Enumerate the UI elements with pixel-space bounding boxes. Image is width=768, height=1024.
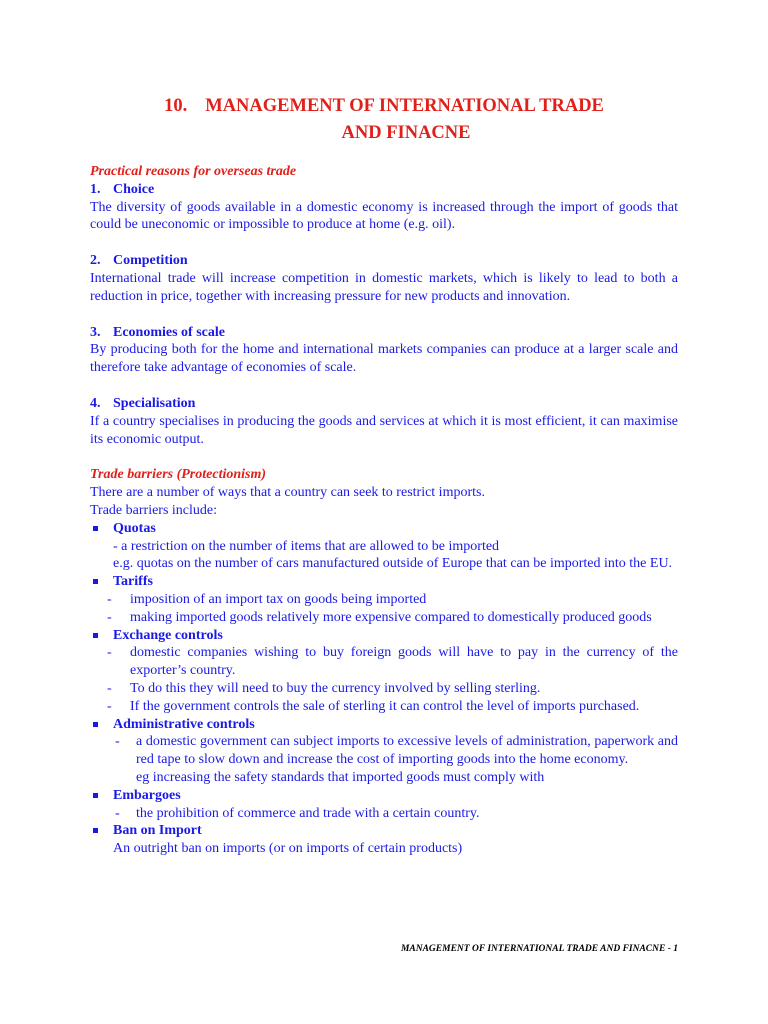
chapter-number: 10. <box>164 96 188 116</box>
tariffs-point: - imposition of an import tax on goods being imported <box>90 591 678 609</box>
document-body <box>90 163 678 858</box>
item-heading-specialisation: 4. Specialisation <box>90 395 196 411</box>
bullet-quotas: Quotas <box>90 520 678 538</box>
item-heading-competition: 2. Competition <box>90 253 188 269</box>
bullet-ban-on-import: Ban on Import <box>90 822 678 840</box>
item-heading-economies: 3. Economies of scale <box>90 324 225 340</box>
embargoes-point: - the prohibition of commerce and trade with a certain country. <box>90 805 678 823</box>
quotas-line-2: e.g. quotas on the number of cars manufactured outside of Europe that can be imported into the EU. <box>113 556 673 572</box>
exchange-point: - domestic companies wishing to buy foreign goods will have to pay in the currency of the exporter’s country. <box>90 644 678 680</box>
bullet-administrative-controls: Administrative controls <box>90 716 678 734</box>
bullet-embargoes: Embargoes <box>90 787 678 805</box>
page-footer: MANAGEMENT OF INTERNATIONAL TRADE AND FINACNE - 1 <box>400 944 678 954</box>
title-text-1: MANAGEMENT OF INTERNATIONAL TRADE <box>205 96 604 116</box>
tariffs-point: - making imported goods relatively more expensive compared to domestically produced goods <box>90 609 678 627</box>
admin-point: - a domestic government can subject imports to excessive levels of administration, paperwork and red tape to slow down and increase the cost of importing goods into the home economy. <box>90 733 678 769</box>
ban-text: An outright ban on imports (or on imports of certain products) <box>113 841 463 857</box>
title-line-1 <box>0 93 768 120</box>
admin-example: eg increasing the safety standards that imported goods must comply with <box>136 769 545 785</box>
bullet-exchange-controls: Exchange controls <box>90 627 678 645</box>
section-heading-reasons: Practical reasons for overseas trade <box>90 164 297 179</box>
exchange-point: - If the government controls the sale of sterling it can control the level of imports purchased. <box>90 698 678 716</box>
exchange-point: - To do this they will need to buy the currency involved by selling sterling. <box>90 680 678 698</box>
barriers-intro-2: Trade barriers include: <box>90 502 217 518</box>
item-text-choice: The diversity of goods available in a domestic economy is increased through the import of goods that could be uneconomic or impossible to produce at home (e.g. oil). <box>90 199 678 233</box>
section-heading-barriers: Trade barriers (Protectionism) <box>90 467 267 483</box>
item-heading-choice: 1. Choice <box>90 181 155 197</box>
item-text-specialisation: If a country specialises in producing the goods and services at which it is most efficient, it can maximise its economic output. <box>90 413 678 447</box>
barriers-intro-1: There are a number of ways that a country can seek to restrict imports. <box>90 485 485 501</box>
title-line-2: AND FINACNE <box>341 123 471 143</box>
item-text-economies: By producing both for the home and international markets companies can produce at a larger scale and therefore take advantage of economies of scale. <box>90 342 678 376</box>
bullet-tariffs: Tariffs <box>90 573 678 591</box>
quotas-line-1: - a restriction on the number of items that are allowed to be imported <box>113 538 500 554</box>
page-title <box>0 93 768 147</box>
item-text-competition: International trade will increase competition in domestic markets, which is likely to lead to both a reduction in price, together with increasing pressure for new products and innovation. <box>90 270 678 304</box>
